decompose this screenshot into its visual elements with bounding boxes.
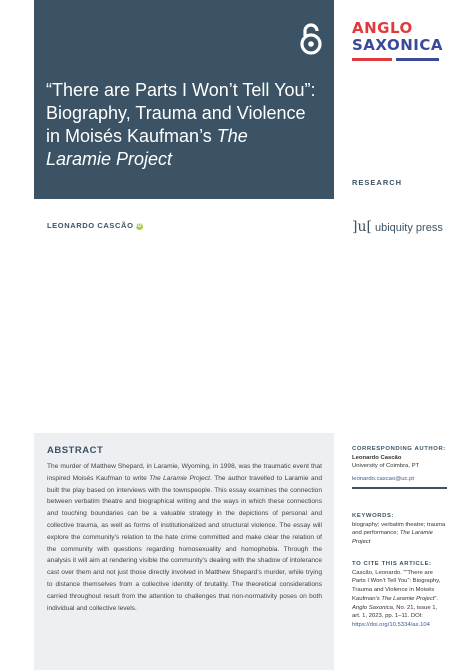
citation-text: Cascão, Leonardo. ““There are Parts I Won’t Tell You”: Biography, Trauma and Violence in Moisés Kaufman’s The Laramie Project”. Anglo Saxonica, No. 21, issue 1, art. 1, 2023, pp. 1–11. DOI: https://doi.org/10.5334/as.104 — [352, 569, 441, 628]
publisher-name: ubiquity press — [374, 222, 443, 234]
journal-name-line1: ANGLO — [352, 19, 413, 37]
orcid-icon[interactable]: iD — [135, 222, 143, 229]
logo-underline-bars — [352, 58, 439, 61]
section-label: RESEARCH — [352, 178, 403, 187]
citation-heading: TO CITE THIS ARTICLE: — [352, 561, 432, 567]
corresponding-name: Leonardo Cascão — [352, 454, 402, 461]
article-title: “There are Parts I Won’t Tell You”: Biography, Trauma and Violence in Moisés Kaufman’s The Laramie Project — [46, 80, 316, 169]
doi-link[interactable]: https://doi.org/10.5334/as.104 — [352, 621, 430, 628]
corresponding-author-block — [352, 445, 447, 501]
open-access-icon — [298, 22, 324, 56]
play-title-italic: The Laramie Project — [46, 126, 248, 169]
keywords-heading: KEYWORDS: — [352, 513, 395, 519]
corresponding-heading: CORRESPONDING AUTHOR: — [352, 446, 446, 452]
journal-logo — [352, 20, 452, 54]
abstract-heading: ABSTRACT — [47, 445, 104, 456]
author-name: LEONARDO CASCÃO iD — [47, 221, 143, 230]
divider — [352, 487, 447, 489]
ubiquity-mark-icon: ]u[ — [352, 219, 372, 235]
journal-name-line2: SAXONICA — [352, 36, 443, 54]
corresponding-email-link[interactable]: leonardo.cascao@uc.pt — [352, 476, 414, 483]
corresponding-affiliation: University of Coimbra, PT — [352, 463, 420, 470]
publisher-logo — [352, 219, 443, 235]
keywords-text: biography; verbatim theatre; trauma and performance; The Laramie Project — [352, 521, 446, 546]
citation-block — [352, 560, 447, 630]
abstract-box — [34, 433, 334, 670]
abstract-text: The murder of Matthew Shepard, in Laramie, Wyoming, in 1998, was the traumatic event that inspired Moisés Kaufman to write The Laramie Project. The author travelled to Laramie and built the play based on interviews with the townspeople. This essay examines the connection between verbatim theatre and biographical writing and the ways in which these connections and touching boundaries can be a valuable strategy in the depictions of personal and collective trauma, as well as forms of institutionalized and structural violence. The essay will explore the community’s relation to the hate crime committed and make clear the relation of the community with questions regarding homosexuality and homophobia. Through the analysis it will aim at rendering visible the community’s dealing with the shadow of intolerance cast over them and not just those directly involved in Matthew Shepard’s murder, while trying to distance themselves from a collective identity of brutality. The theoretical considerations carried throughout result from the attention to challenges that non-normativity poses on both individual and collective levels. — [47, 463, 322, 612]
keywords-block — [352, 512, 447, 547]
